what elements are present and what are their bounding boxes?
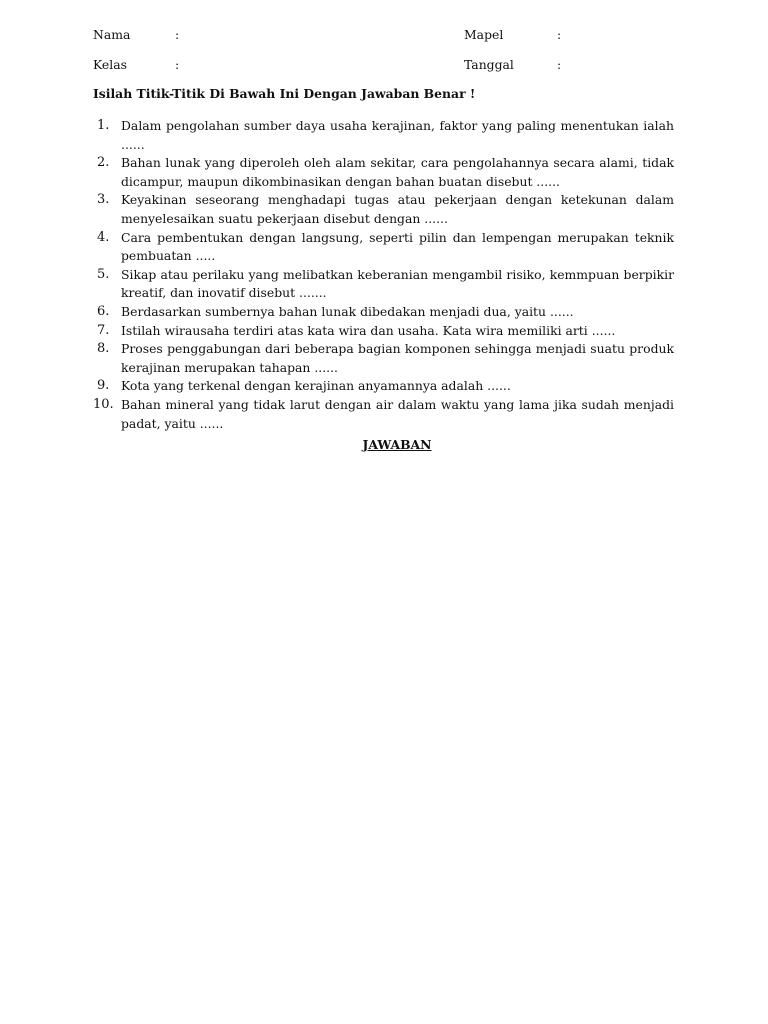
question-number: 10. (93, 396, 114, 412)
tanggal-colon: : (557, 57, 562, 72)
question-number: 3. (97, 192, 110, 208)
question-text: Berdasarkan sumbernya bahan lunak dibedakan menjadi dua, yaitu ...... (121, 303, 574, 319)
question-item (93, 396, 674, 433)
question-list (93, 117, 674, 433)
question-item (93, 303, 674, 322)
question-item (93, 266, 674, 303)
question-text: Bahan mineral yang tidak larut dengan air dalam waktu yang lama jika sudah menjadi padat, yaitu ...... (121, 396, 674, 431)
tanggal-label: Tanggal (464, 57, 514, 72)
mapel-colon: : (557, 27, 562, 42)
question-text: Sikap atau perilaku yang melibatkan keberanian mengambil risiko, kemmpuan berpikir kreatif, dan inovatif disebut ....... (121, 266, 674, 301)
mapel-label: Mapel (464, 27, 504, 42)
kelas-label: Kelas (93, 57, 127, 72)
answer-section-title: JAWABAN (362, 437, 432, 452)
question-number: 8. (97, 341, 110, 357)
question-text: Proses penggabungan dari beberapa bagian komponen sehingga menjadi suatu produk kerajinan merupakan tahapan ...... (121, 341, 674, 375)
question-number: 6. (97, 303, 110, 319)
question-number: 5. (97, 266, 110, 282)
question-item (93, 377, 674, 396)
question-item (93, 340, 674, 377)
question-item (93, 191, 674, 228)
nama-label: Nama (93, 27, 131, 42)
header-row-1 (93, 27, 693, 45)
question-number: 1. (97, 118, 110, 133)
question-number: 9. (97, 378, 110, 394)
question-item (93, 154, 674, 191)
instruction-text: Isilah Titik-Titik Di Bawah Ini Dengan Jawaban Benar ! (93, 86, 476, 101)
question-item (93, 229, 674, 266)
question-number: 4. (97, 229, 110, 245)
question-text: Istilah wirausaha terdiri atas kata wira dan usaha. Kata wira memiliki arti ...... (121, 322, 616, 338)
kelas-colon: : (175, 57, 180, 72)
question-text: Dalam pengolahan sumber daya usaha kerajinan, faktor yang paling menentukan ialah ...... (121, 118, 674, 152)
question-number: 2. (97, 155, 110, 171)
question-text: Bahan lunak yang diperoleh oleh alam sekitar, cara pengolahannya secara alami, tidak dicampur, maupun dikombinasikan dengan bahan buatan disebut ...... (121, 155, 674, 189)
nama-colon: : (175, 27, 180, 42)
question-text: Keyakinan seseorang menghadapi tugas atau pekerjaan dengan ketekunan dalam menyelesaikan suatu pekerjaan disebut dengan ...... (121, 192, 674, 226)
question-item (93, 117, 674, 154)
question-text: Kota yang terkenal dengan kerajinan anyamannya adalah ...... (121, 378, 511, 394)
question-number: 7. (97, 322, 110, 338)
question-item (93, 322, 674, 341)
question-text: Cara pembentukan dengan langsung, seperti pilin dan lempengan merupakan teknik pembuatan ..... (121, 229, 674, 264)
header-row-2 (93, 57, 693, 75)
